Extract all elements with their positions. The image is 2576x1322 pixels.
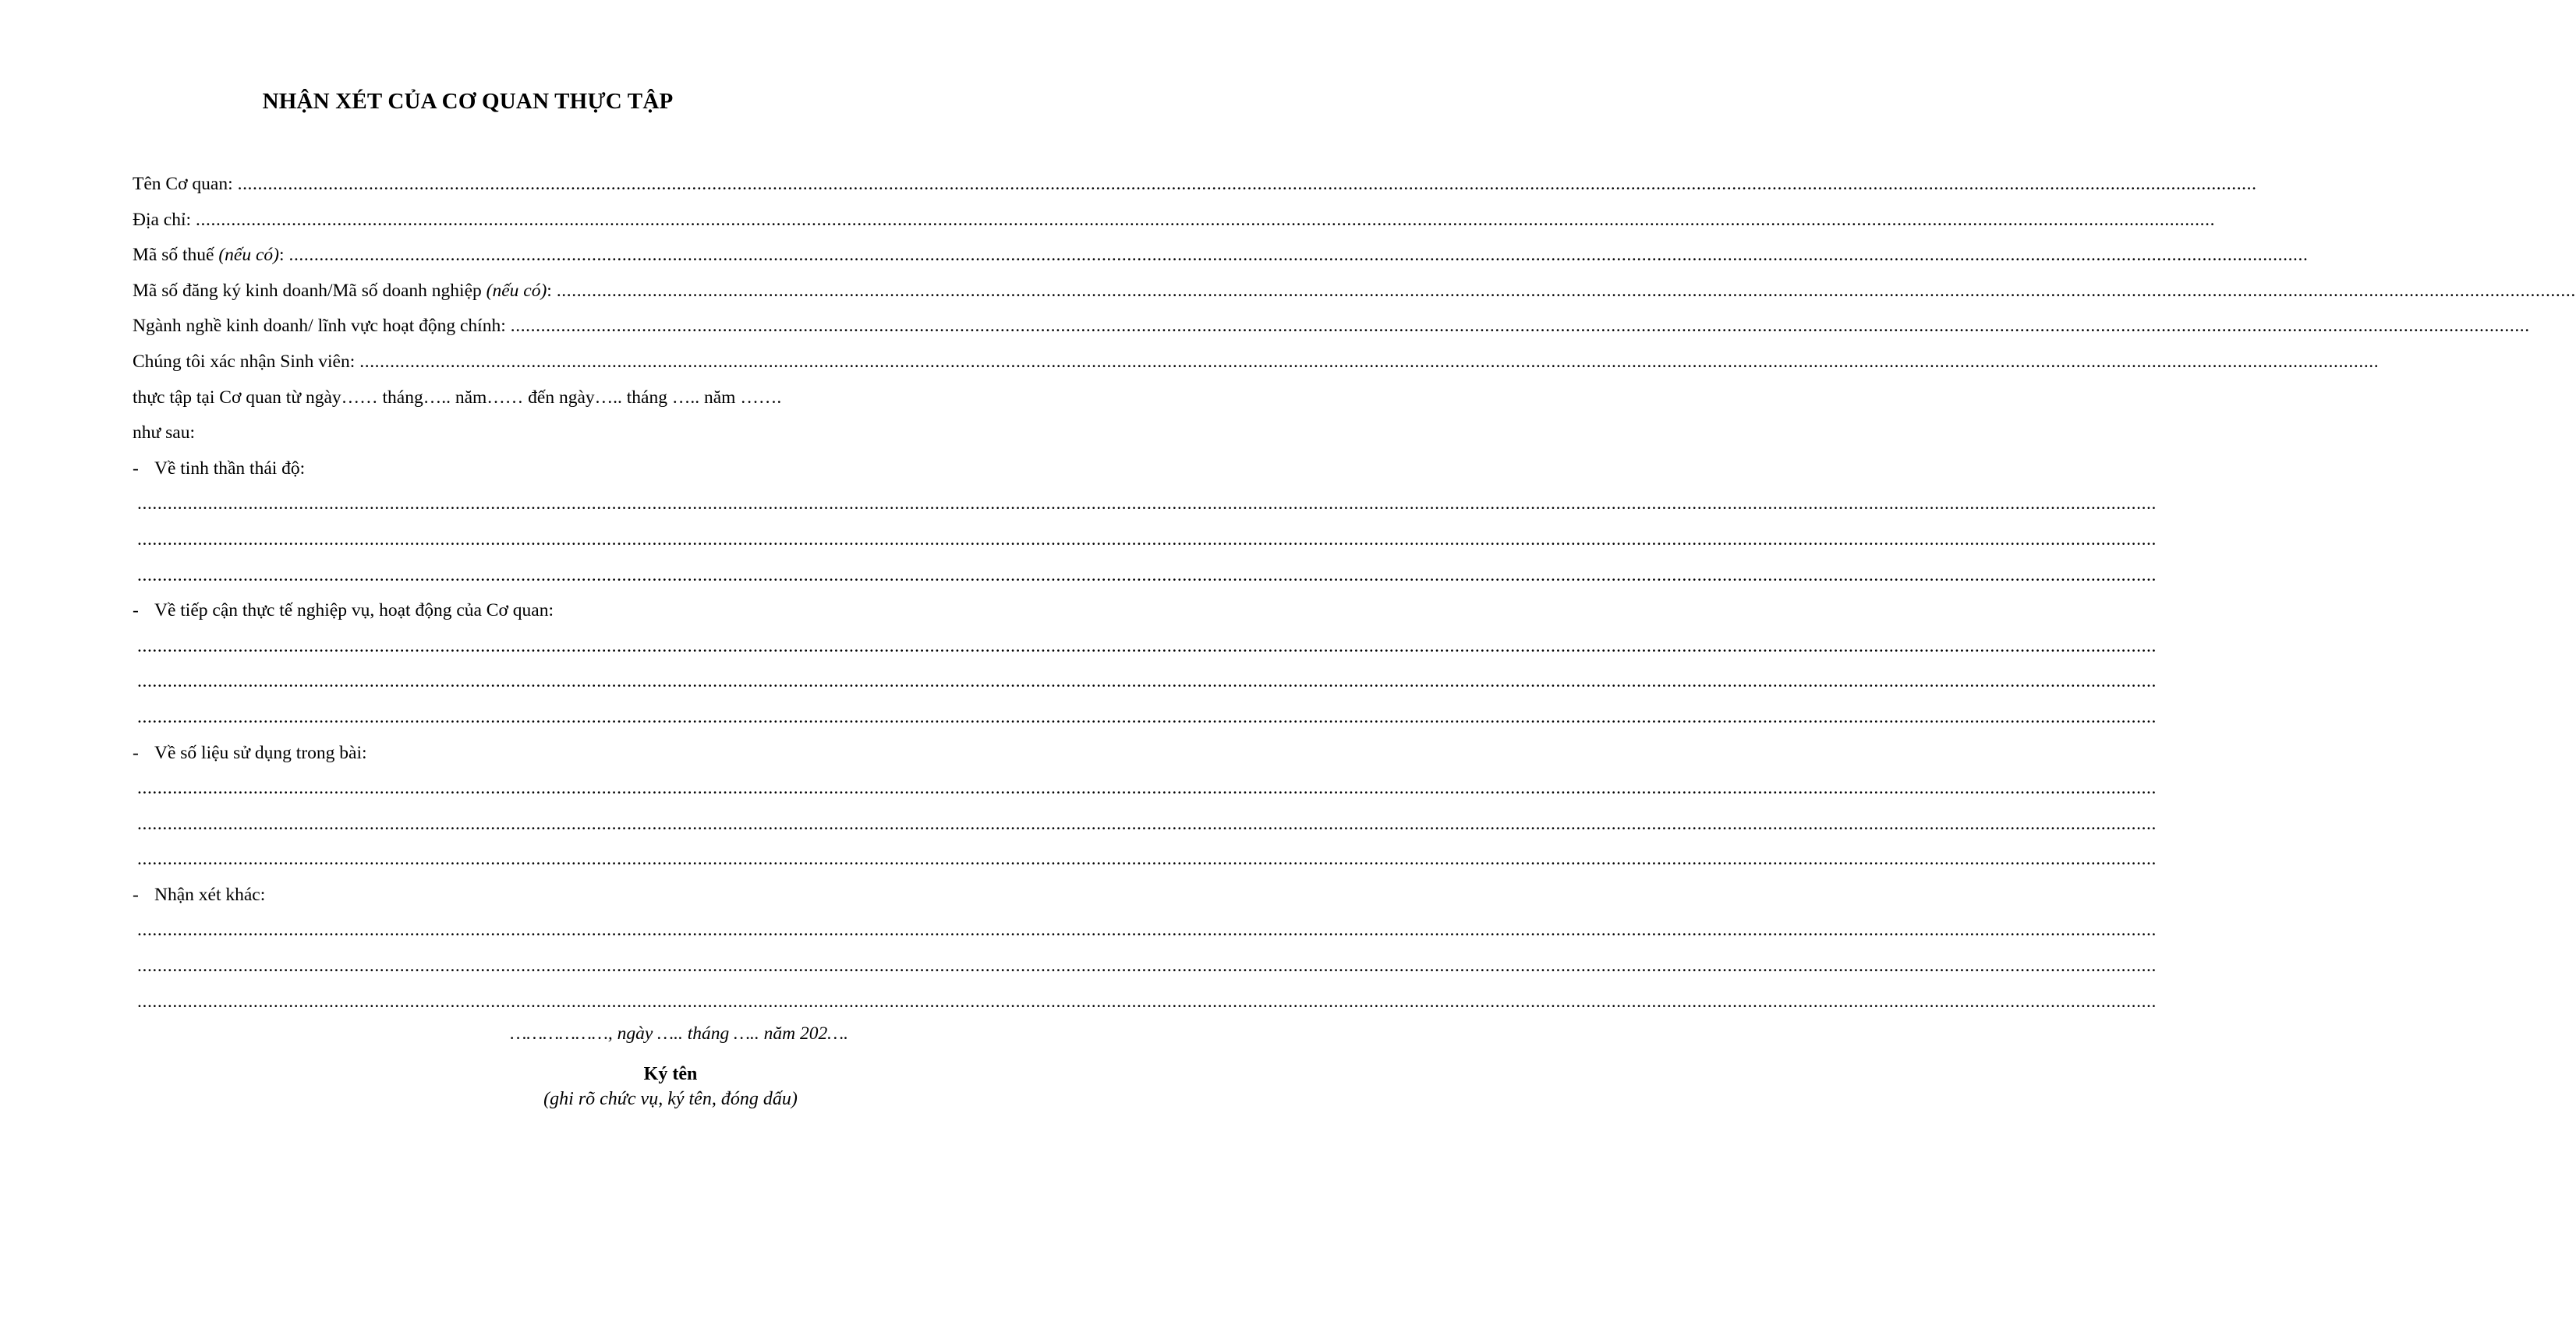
answer-line[interactable] bbox=[133, 842, 2157, 878]
signature-note: (ghi rõ chức vụ, ký tên, đóng dấu) bbox=[543, 1089, 798, 1109]
fill-in-dots[interactable]: ................................................................................................................................................................................................................................................................................................................................................................................................................ bbox=[196, 209, 2216, 230]
fill-in-dots[interactable]: ................................................................................................................................................................................................................................................................................................................................................................................................................ bbox=[137, 671, 2157, 692]
fill-in-dots[interactable]: ................................................................................................................................................................................................................................................................................................................................................................................................................ bbox=[137, 920, 2157, 941]
fill-in-dots[interactable]: ................................................................................................................................................................................................................................................................................................................................................................................................................ bbox=[237, 174, 2257, 194]
field-label-text: Mã số đăng ký kinh doanh/Mã số doanh nghiệp bbox=[133, 280, 482, 301]
answer-line[interactable] bbox=[133, 664, 2157, 700]
section-label: Về số liệu sử dụng trong bài: bbox=[154, 742, 367, 763]
field-label: Mã số đăng ký kinh doanh/Mã số doanh nghiệp (nếu có): bbox=[133, 280, 552, 301]
field-label: Tên Cơ quan: bbox=[133, 174, 233, 194]
answer-line[interactable] bbox=[133, 522, 2157, 558]
fill-in-dots[interactable]: ................................................................................................................................................................................................................................................................................................................................................................................................................ bbox=[137, 706, 2157, 727]
fill-in-dots[interactable]: ................................................................................................................................................................................................................................................................................................................................................................................................................ bbox=[510, 316, 2530, 337]
field-note: (nếu có) bbox=[486, 280, 547, 301]
field-student-confirm bbox=[133, 345, 2380, 380]
field-label: Chúng tôi xác nhận Sinh viên: bbox=[133, 351, 356, 372]
field-tax-code bbox=[133, 238, 2309, 274]
fill-in-dots[interactable]: ................................................................................................................................................................................................................................................................................................................................................................................................................ bbox=[137, 778, 2157, 799]
fill-in-dots[interactable]: ................................................................................................................................................................................................................................................................................................................................................................................................................ bbox=[288, 245, 2309, 266]
section-practical-approach bbox=[133, 593, 848, 629]
as-follows-text: như sau: bbox=[133, 422, 195, 444]
answer-line[interactable] bbox=[133, 700, 2157, 736]
field-note: (nếu có) bbox=[218, 245, 279, 266]
answer-line[interactable] bbox=[133, 486, 2157, 522]
bullet-dash: - bbox=[133, 600, 139, 621]
fill-in-dots[interactable]: ................................................................................................................................................................................................................................................................................................................................................................................................................ bbox=[137, 635, 2157, 656]
fill-in-dots[interactable]: ................................................................................................................................................................................................................................................................................................................................................................................................................ bbox=[137, 528, 2157, 550]
section-label: Nhận xét khác: bbox=[154, 884, 266, 905]
field-industry bbox=[133, 309, 2530, 345]
fill-in-dots[interactable]: ................................................................................................................................................................................................................................................................................................................................................................................................................ bbox=[137, 813, 2157, 834]
field-agency-name bbox=[133, 167, 2257, 203]
fill-in-dots[interactable]: ................................................................................................................................................................................................................................................................................................................................................................................................................ bbox=[137, 991, 2157, 1012]
form-body bbox=[133, 167, 2576, 1020]
signature-title: Ký tên bbox=[643, 1064, 698, 1084]
section-attitude bbox=[133, 451, 848, 487]
field-label: Mã số thuế (nếu có): bbox=[133, 245, 285, 266]
field-address bbox=[133, 203, 2216, 239]
answer-line[interactable] bbox=[133, 629, 2157, 665]
fill-in-dots[interactable]: ................................................................................................................................................................................................................................................................................................................................................................................................................ bbox=[137, 493, 2157, 514]
fill-in-dots[interactable]: ................................................................................................................................................................................................................................................................................................................................................................................................................ bbox=[556, 280, 2576, 301]
answer-line[interactable] bbox=[133, 984, 2157, 1020]
internship-period bbox=[133, 380, 848, 416]
section-other-comments bbox=[133, 878, 848, 914]
field-label: Địa chỉ: bbox=[133, 209, 192, 230]
date-line: ………………, ngày ….. tháng ….. năm 202…. bbox=[510, 1023, 848, 1044]
period-text: thực tập tại Cơ quan từ ngày…… tháng….. năm…… đến ngày….. tháng ….. năm ……. bbox=[133, 387, 782, 408]
section-label: Về tiếp cận thực tế nghiệp vụ, hoạt động của Cơ quan: bbox=[154, 600, 554, 621]
section-label: Về tinh thần thái độ: bbox=[154, 458, 306, 479]
field-business-code bbox=[133, 274, 2576, 309]
answer-line[interactable] bbox=[133, 771, 2157, 807]
field-label-text: Mã số thuế bbox=[133, 245, 214, 266]
section-data-usage bbox=[133, 736, 848, 772]
fill-in-dots[interactable]: ................................................................................................................................................................................................................................................................................................................................................................................................................ bbox=[137, 849, 2157, 870]
answer-line[interactable] bbox=[133, 949, 2157, 984]
fill-in-dots[interactable]: ................................................................................................................................................................................................................................................................................................................................................................................................................ bbox=[137, 564, 2157, 585]
page-title: NHẬN XÉT CỦA CƠ QUAN THỰC TẬP bbox=[262, 89, 674, 114]
answer-line[interactable] bbox=[133, 807, 2157, 843]
bullet-dash: - bbox=[133, 884, 139, 905]
answer-line[interactable] bbox=[133, 558, 2157, 594]
fill-in-dots[interactable]: ................................................................................................................................................................................................................................................................................................................................................................................................................ bbox=[137, 956, 2157, 977]
field-label: Ngành nghề kinh doanh/ lĩnh vực hoạt động chính: bbox=[133, 316, 506, 337]
signature-block bbox=[530, 1062, 811, 1112]
fill-in-dots[interactable]: ................................................................................................................................................................................................................................................................................................................................................................................................................ bbox=[359, 351, 2380, 372]
answer-line[interactable] bbox=[133, 913, 2157, 949]
bullet-dash: - bbox=[133, 742, 139, 763]
bullet-dash: - bbox=[133, 458, 139, 479]
as-follows bbox=[133, 415, 848, 451]
